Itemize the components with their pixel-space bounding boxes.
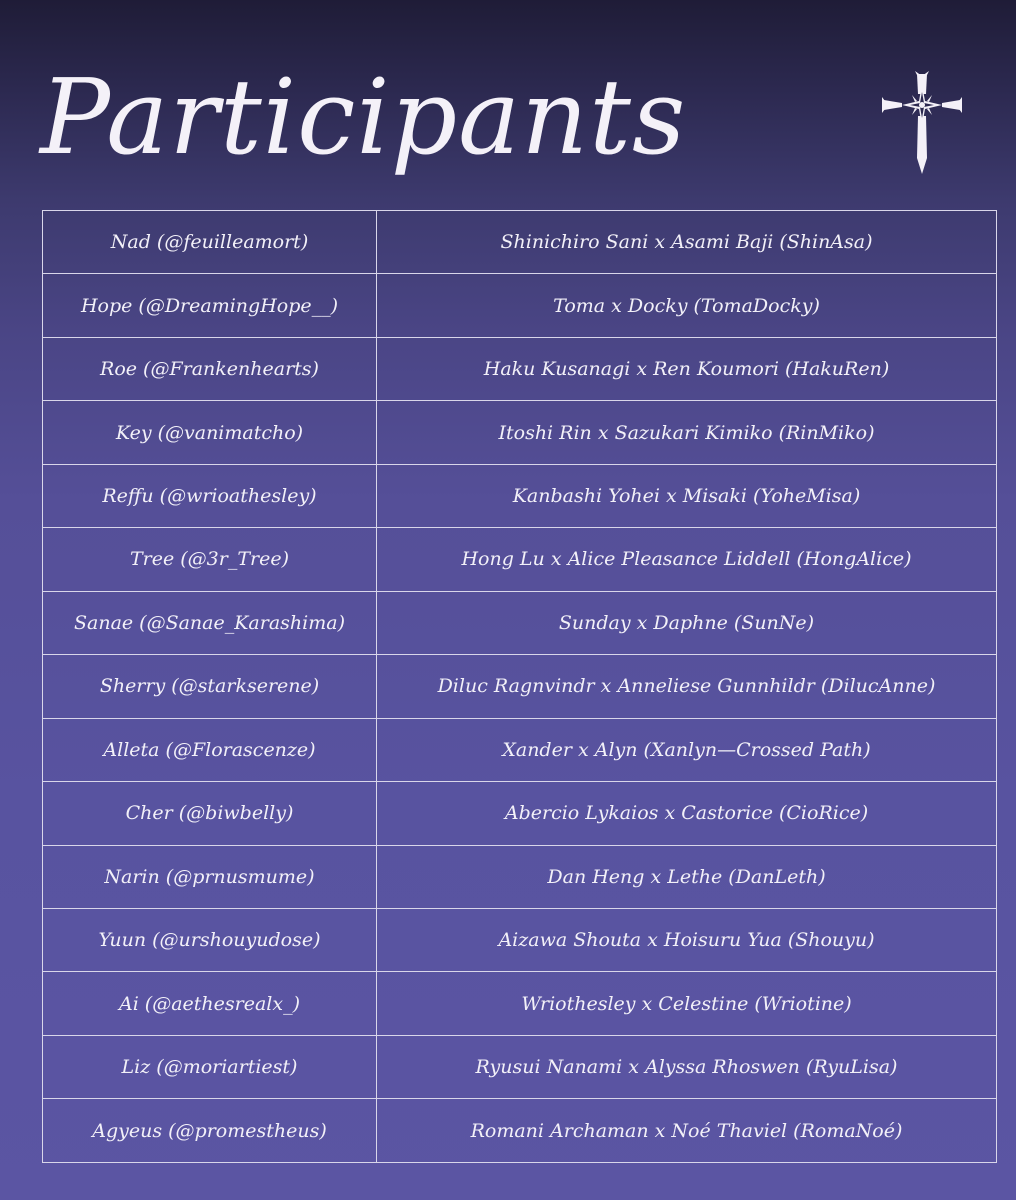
- participants-table: [42, 210, 974, 1163]
- participant-name: Nad (@feuilleamort): [43, 211, 377, 274]
- page-title: Participants: [40, 56, 687, 178]
- participant-pairing: Kanbashi Yohei x Misaki (YoheMisa): [377, 464, 997, 527]
- participant-pairing: Toma x Docky (TomaDocky): [377, 274, 997, 337]
- ornate-cross-icon: [880, 70, 964, 178]
- participant-name: Sanae (@Sanae_Karashima): [43, 591, 377, 654]
- table-row: [43, 401, 997, 464]
- table-row: [43, 908, 997, 971]
- participant-name: Hope (@DreamingHope__): [43, 274, 377, 337]
- table-row: [43, 591, 997, 654]
- participant-name: Narin (@prnusmume): [43, 845, 377, 908]
- participant-pairing: Shinichiro Sani x Asami Baji (ShinAsa): [377, 211, 997, 274]
- table-row: [43, 1035, 997, 1098]
- participant-name: Agyeus (@promestheus): [43, 1099, 377, 1163]
- table-row: [43, 972, 997, 1035]
- participant-pairing: Abercio Lykaios x Castorice (CioRice): [377, 782, 997, 845]
- table-row: [43, 337, 997, 400]
- table-row: [43, 1099, 997, 1163]
- participant-pairing: Haku Kusanagi x Ren Koumori (HakuRen): [377, 337, 997, 400]
- participant-pairing: Romani Archaman x Noé Thaviel (RomaNoé): [377, 1099, 997, 1163]
- table-row: [43, 845, 997, 908]
- participant-pairing: Hong Lu x Alice Pleasance Liddell (HongAlice): [377, 528, 997, 591]
- table-row: [43, 655, 997, 718]
- table-row: [43, 211, 997, 274]
- participant-pairing: Ryusui Nanami x Alyssa Rhoswen (RyuLisa): [377, 1035, 997, 1098]
- participant-name: Reffu (@wrioathesley): [43, 464, 377, 527]
- participant-pairing: Itoshi Rin x Sazukari Kimiko (RinMiko): [377, 401, 997, 464]
- table-row: [43, 464, 997, 527]
- participant-pairing: Sunday x Daphne (SunNe): [377, 591, 997, 654]
- participant-name: Alleta (@Florascenze): [43, 718, 377, 781]
- participant-pairing: Wriothesley x Celestine (Wriotine): [377, 972, 997, 1035]
- participant-pairing: Diluc Ragnvindr x Anneliese Gunnhildr (DilucAnne): [377, 655, 997, 718]
- table-row: [43, 718, 997, 781]
- participant-name: Tree (@3r_Tree): [43, 528, 377, 591]
- participant-name: Yuun (@urshouyudose): [43, 908, 377, 971]
- table-row: [43, 528, 997, 591]
- participant-name: Sherry (@starkserene): [43, 655, 377, 718]
- participant-name: Ai (@aethesrealx_): [43, 972, 377, 1035]
- participant-pairing: Aizawa Shouta x Hoisuru Yua (Shouyu): [377, 908, 997, 971]
- table-row: [43, 782, 997, 845]
- participant-name: Roe (@Frankenhearts): [43, 337, 377, 400]
- participant-name: Cher (@biwbelly): [43, 782, 377, 845]
- participant-pairing: Dan Heng x Lethe (DanLeth): [377, 845, 997, 908]
- participant-name: Key (@vanimatcho): [43, 401, 377, 464]
- participant-pairing: Xander x Alyn (Xanlyn—Crossed Path): [377, 718, 997, 781]
- table-row: [43, 274, 997, 337]
- participant-name: Liz (@moriartiest): [43, 1035, 377, 1098]
